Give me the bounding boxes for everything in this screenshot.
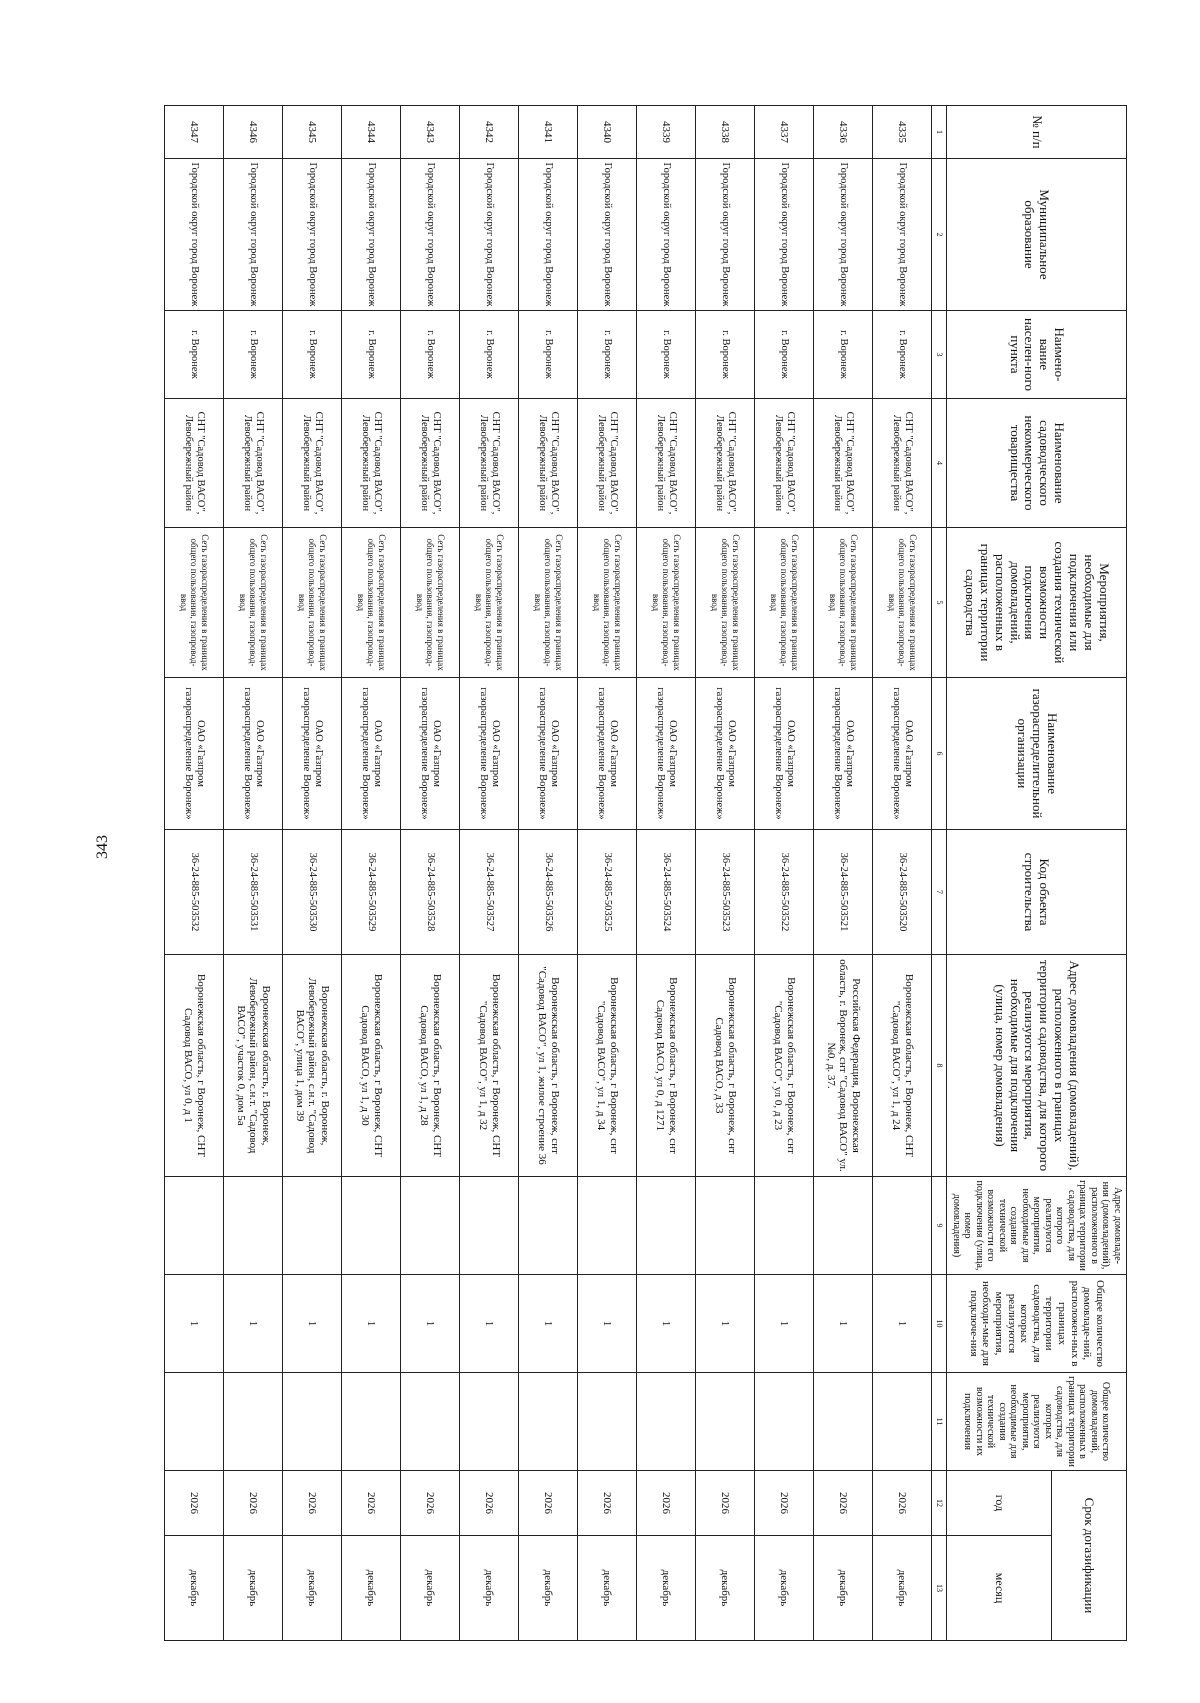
object-code-cell: 36-24-885-503520 <box>873 830 932 955</box>
column-number-row <box>932 106 947 1641</box>
settlement-cell: г. Воронеж <box>460 311 519 399</box>
count-tech-cell <box>342 1373 401 1471</box>
row-number: 4345 <box>283 106 342 159</box>
header-object-code: Код объекта строительства <box>947 830 1127 955</box>
count-cell: 1 <box>578 1275 637 1373</box>
count-cell: 1 <box>873 1275 932 1373</box>
row-number: 4338 <box>696 106 755 159</box>
address-cell: Воронежская область, г. Воронеж, Левобережный район, с.н.т. "Садовод ВАСО", улица 1, дом 39 <box>283 955 342 1177</box>
event-cell: Сеть газораспределения в границах общего пользования, газопровод-ввод <box>401 528 460 678</box>
address-tech-cell <box>401 1177 460 1275</box>
snt-cell: СНТ "Садовод ВАСО", Левобережный район <box>873 399 932 528</box>
col-number: 3 <box>932 311 947 399</box>
snt-cell: СНТ "Садовод ВАСО", Левобережный район <box>755 399 814 528</box>
year-cell: 2026 <box>519 1471 578 1536</box>
table-row <box>519 106 578 1641</box>
table-row <box>637 106 696 1641</box>
count-cell: 1 <box>224 1275 283 1373</box>
header-num: № п/п <box>947 106 1127 159</box>
col-number: 12 <box>932 1471 947 1536</box>
address-cell: Воронежская область, г Воронеж, СНТ Садовод ВАСО, ул 1, д 30 <box>342 955 401 1177</box>
count-tech-cell <box>283 1373 342 1471</box>
count-cell: 1 <box>814 1275 873 1373</box>
header-year: год <box>947 1471 1052 1536</box>
table-row <box>342 106 401 1641</box>
col-number: 5 <box>932 528 947 678</box>
snt-cell: СНТ "Садовод ВАСО", Левобережный район <box>224 399 283 528</box>
gas-org-cell: ОАО «Газпром газораспределение Воронеж» <box>460 678 519 830</box>
year-cell: 2026 <box>342 1471 401 1536</box>
table-row <box>755 106 814 1641</box>
settlement-cell: г. Воронеж <box>165 311 224 399</box>
snt-cell: СНТ "Садовод ВАСО", Левобережный район <box>342 399 401 528</box>
month-cell: декабрь <box>460 1536 519 1641</box>
header-count: Общее количество домовладе-ний, расположен-ных в границах территории садоводства, для которых реализуются мероприятия, необходи-мые для подключе-ния <box>947 1275 1127 1373</box>
header-count-tech: Общее количество домовладений, расположенных в границах территории садоводства, для которых реализуются мероприятия, необходимые для создания технической возможности их подключения <box>947 1373 1127 1471</box>
snt-cell: СНТ "Садовод ВАСО", Левобережный район <box>637 399 696 528</box>
settlement-cell: г. Воронеж <box>814 311 873 399</box>
object-code-cell: 36-24-885-503527 <box>460 830 519 955</box>
table-row <box>814 106 873 1641</box>
address-cell: Российская Федерация, Воронежская область, г. Воронеж, снт "Садовод ВАСО" ул. №0, д. 37. <box>814 955 873 1177</box>
object-code-cell: 36-24-885-503529 <box>342 830 401 955</box>
address-tech-cell <box>283 1177 342 1275</box>
table-row <box>460 106 519 1641</box>
col-number: 1 <box>932 106 947 159</box>
month-cell: декабрь <box>873 1536 932 1641</box>
gas-org-cell: ОАО «Газпром газораспределение Воронеж» <box>224 678 283 830</box>
settlement-cell: г. Воронеж <box>283 311 342 399</box>
gas-org-cell: ОАО «Газпром газораспределение Воронеж» <box>578 678 637 830</box>
count-cell: 1 <box>165 1275 224 1373</box>
event-cell: Сеть газораспределения в границах общего пользования, газопровод-ввод <box>165 528 224 678</box>
count-tech-cell <box>460 1373 519 1471</box>
snt-cell: СНТ "Садовод ВАСО", Левобережный район <box>401 399 460 528</box>
event-cell: Сеть газораспределения в границах общего пользования, газопровод-ввод <box>460 528 519 678</box>
municipality-cell: Городской округ город Воронеж <box>224 159 283 311</box>
page-number: 343 <box>94 835 111 859</box>
year-cell: 2026 <box>637 1471 696 1536</box>
count-cell: 1 <box>283 1275 342 1373</box>
object-code-cell: 36-24-885-503530 <box>283 830 342 955</box>
address-cell: Воронежская область, г Воронеж, снт "Садовод ВАСО", ул 0, д 23 <box>755 955 814 1177</box>
object-code-cell: 36-24-885-503525 <box>578 830 637 955</box>
row-number: 4347 <box>165 106 224 159</box>
address-tech-cell <box>460 1177 519 1275</box>
address-cell: Воронежская область, г Воронеж, снт "Садовод ВАСО", ул 1, жилое строение 36 <box>519 955 578 1177</box>
year-cell: 2026 <box>224 1471 283 1536</box>
address-cell: Воронежская область, г Воронеж, СНТ Садовод ВАСО, ул 0, д 1 <box>165 955 224 1177</box>
count-tech-cell <box>873 1373 932 1471</box>
year-cell: 2026 <box>165 1471 224 1536</box>
event-cell: Сеть газораспределения в границах общего пользования, газопровод-ввод <box>283 528 342 678</box>
event-cell: Сеть газораспределения в границах общего пользования, газопровод-ввод <box>637 528 696 678</box>
col-number: 8 <box>932 955 947 1177</box>
table-row <box>165 106 224 1641</box>
header-address-tech: Адрес домовладе-ния (домовладений), расположенного в границах территории садоводства, для которого реализуются мероприятия, необходимые для создания технической возможности его подключения (улица, номер домовладения) <box>947 1177 1127 1275</box>
month-cell: декабрь <box>814 1536 873 1641</box>
header-events: Мероприятия, необходимые для подключения или создания технической возможности подключения домовладений, расположенных в границах территории садоводства <box>947 528 1127 678</box>
month-cell: декабрь <box>755 1536 814 1641</box>
count-tech-cell <box>814 1373 873 1471</box>
address-tech-cell <box>342 1177 401 1275</box>
address-tech-cell <box>755 1177 814 1275</box>
count-cell: 1 <box>637 1275 696 1373</box>
header-month: месяц <box>947 1536 1052 1641</box>
municipality-cell: Городской округ город Воронеж <box>401 159 460 311</box>
count-cell: 1 <box>755 1275 814 1373</box>
col-number: 6 <box>932 678 947 830</box>
table-row <box>696 106 755 1641</box>
row-number: 4342 <box>460 106 519 159</box>
year-cell: 2026 <box>401 1471 460 1536</box>
count-tech-cell <box>224 1373 283 1471</box>
settlement-cell: г. Воронеж <box>224 311 283 399</box>
municipality-cell: Городской округ город Воронеж <box>637 159 696 311</box>
count-tech-cell <box>696 1373 755 1471</box>
count-tech-cell <box>578 1373 637 1471</box>
row-number: 4336 <box>814 106 873 159</box>
settlement-cell: г. Воронеж <box>342 311 401 399</box>
gasification-table <box>164 105 1127 1641</box>
table-row <box>873 106 932 1641</box>
event-cell: Сеть газораспределения в границах общего пользования, газопровод-ввод <box>814 528 873 678</box>
gas-org-cell: ОАО «Газпром газораспределение Воронеж» <box>637 678 696 830</box>
col-number: 9 <box>932 1177 947 1275</box>
gas-org-cell: ОАО «Газпром газораспределение Воронеж» <box>283 678 342 830</box>
row-number: 4340 <box>578 106 637 159</box>
month-cell: декабрь <box>637 1536 696 1641</box>
address-cell: Воронежская область, г Воронеж, СНТ "Садовод ВАСО", ул 1, д 24 <box>873 955 932 1177</box>
col-number: 7 <box>932 830 947 955</box>
col-number: 4 <box>932 399 947 528</box>
count-tech-cell <box>637 1373 696 1471</box>
address-cell: Воронежская область, г Воронеж, СНТ Садовод ВАСО, ул 1, д 28 <box>401 955 460 1177</box>
object-code-cell: 36-24-885-503524 <box>637 830 696 955</box>
snt-cell: СНТ "Садовод ВАСО", Левобережный район <box>814 399 873 528</box>
row-number: 4337 <box>755 106 814 159</box>
event-cell: Сеть газораспределения в границах общего пользования, газопровод-ввод <box>873 528 932 678</box>
month-cell: декабрь <box>578 1536 637 1641</box>
month-cell: декабрь <box>224 1536 283 1641</box>
address-cell: Воронежская область, г Воронеж, снт Садовод ВАСО, ул 0, д 1271 <box>637 955 696 1177</box>
address-cell: Воронежская область, г Воронеж, снт "Садовод ВАСО", ул 1, д 34 <box>578 955 637 1177</box>
count-cell: 1 <box>342 1275 401 1373</box>
gas-org-cell: ОАО «Газпром газораспределение Воронеж» <box>401 678 460 830</box>
snt-cell: СНТ "Садовод ВАСО", Левобережный район <box>165 399 224 528</box>
header-row <box>1052 106 1127 1641</box>
snt-cell: СНТ "Садовод ВАСО", Левобережный район <box>696 399 755 528</box>
settlement-cell: г. Воронеж <box>637 311 696 399</box>
count-cell: 1 <box>460 1275 519 1373</box>
address-tech-cell <box>578 1177 637 1275</box>
settlement-cell: г. Воронеж <box>755 311 814 399</box>
col-number: 13 <box>932 1536 947 1641</box>
address-tech-cell <box>637 1177 696 1275</box>
table-body <box>165 106 932 1641</box>
event-cell: Сеть газораспределения в границах общего пользования, газопровод-ввод <box>578 528 637 678</box>
municipality-cell: Городской округ город Воронеж <box>342 159 401 311</box>
object-code-cell: 36-24-885-503522 <box>755 830 814 955</box>
address-tech-cell <box>873 1177 932 1275</box>
event-cell: Сеть газораспределения в границах общего пользования, газопровод-ввод <box>224 528 283 678</box>
address-cell: Воронежская область, г Воронеж, СНТ "Садовод ВАСО", ул 1, д 32 <box>460 955 519 1177</box>
year-cell: 2026 <box>460 1471 519 1536</box>
header-address: Адрес домовладения (домовладений), расположенного в границах территории садоводства, для которого реализуются мероприятия, необходимые для подключения (улица, номер домовладения) <box>947 955 1127 1177</box>
municipality-cell: Городской округ город Воронеж <box>578 159 637 311</box>
gas-org-cell: ОАО «Газпром газораспределение Воронеж» <box>814 678 873 830</box>
municipality-cell: Городской округ город Воронеж <box>460 159 519 311</box>
table-row <box>578 106 637 1641</box>
year-cell: 2026 <box>696 1471 755 1536</box>
month-cell: декабрь <box>165 1536 224 1641</box>
row-number: 4339 <box>637 106 696 159</box>
count-tech-cell <box>165 1373 224 1471</box>
gas-org-cell: ОАО «Газпром газораспределение Воронеж» <box>165 678 224 830</box>
event-cell: Сеть газораспределения в границах общего пользования, газопровод-ввод <box>696 528 755 678</box>
col-number: 10 <box>932 1275 947 1373</box>
municipality-cell: Городской округ город Воронеж <box>165 159 224 311</box>
address-tech-cell <box>165 1177 224 1275</box>
count-cell: 1 <box>401 1275 460 1373</box>
object-code-cell: 36-24-885-503526 <box>519 830 578 955</box>
municipality-cell: Городской округ город Воронеж <box>873 159 932 311</box>
year-cell: 2026 <box>283 1471 342 1536</box>
municipality-cell: Городской округ город Воронеж <box>283 159 342 311</box>
month-cell: декабрь <box>696 1536 755 1641</box>
table-row <box>224 106 283 1641</box>
object-code-cell: 36-24-885-503523 <box>696 830 755 955</box>
count-cell: 1 <box>519 1275 578 1373</box>
count-tech-cell <box>755 1373 814 1471</box>
month-cell: декабрь <box>283 1536 342 1641</box>
row-number: 4343 <box>401 106 460 159</box>
header-settlement: Наимено-вание населен-ного пункта <box>947 311 1127 399</box>
row-number: 4335 <box>873 106 932 159</box>
year-cell: 2026 <box>578 1471 637 1536</box>
event-cell: Сеть газораспределения в границах общего пользования, газопровод-ввод <box>755 528 814 678</box>
snt-cell: СНТ "Садовод ВАСО", Левобережный район <box>283 399 342 528</box>
month-cell: декабрь <box>401 1536 460 1641</box>
table-row <box>283 106 342 1641</box>
address-tech-cell <box>814 1177 873 1275</box>
gas-org-cell: ОАО «Газпром газораспределение Воронеж» <box>873 678 932 830</box>
count-tech-cell <box>519 1373 578 1471</box>
header-municipality: Муниципальное образование <box>947 159 1127 311</box>
event-cell: Сеть газораспределения в границах общего пользования, газопровод-ввод <box>519 528 578 678</box>
municipality-cell: Городской округ город Воронеж <box>814 159 873 311</box>
count-cell: 1 <box>696 1275 755 1373</box>
settlement-cell: г. Воронеж <box>578 311 637 399</box>
col-number: 11 <box>932 1373 947 1471</box>
gas-org-cell: ОАО «Газпром газораспределение Воронеж» <box>696 678 755 830</box>
address-cell: Воронежская область, г Воронеж, снт Садовод ВАСО, д 33 <box>696 955 755 1177</box>
header-deadline: Срок догазификации <box>1052 1471 1127 1641</box>
event-cell: Сеть газораспределения в границах общего пользования, газопровод-ввод <box>342 528 401 678</box>
snt-cell: СНТ "Садовод ВАСО", Левобережный район <box>578 399 637 528</box>
header-snt: Наименование садоводческого некоммерческого товарищества <box>947 399 1127 528</box>
object-code-cell: 36-24-885-503531 <box>224 830 283 955</box>
address-tech-cell <box>224 1177 283 1275</box>
header-gas-org: Наименование газораспределительной организации <box>947 678 1127 830</box>
row-number: 4341 <box>519 106 578 159</box>
col-number: 2 <box>932 159 947 311</box>
year-cell: 2026 <box>814 1471 873 1536</box>
gas-org-cell: ОАО «Газпром газораспределение Воронеж» <box>755 678 814 830</box>
snt-cell: СНТ "Садовод ВАСО", Левобережный район <box>519 399 578 528</box>
settlement-cell: г. Воронеж <box>873 311 932 399</box>
object-code-cell: 36-24-885-503532 <box>165 830 224 955</box>
count-tech-cell <box>401 1373 460 1471</box>
settlement-cell: г. Воронеж <box>401 311 460 399</box>
address-tech-cell <box>696 1177 755 1275</box>
row-number: 4344 <box>342 106 401 159</box>
settlement-cell: г. Воронеж <box>519 311 578 399</box>
settlement-cell: г. Воронеж <box>696 311 755 399</box>
row-number: 4346 <box>224 106 283 159</box>
gas-org-cell: ОАО «Газпром газораспределение Воронеж» <box>342 678 401 830</box>
address-cell: Воронежская область, г. Воронеж, Левобережный район, с.н.т. "Садовод ВАСО", участок 0, дом 5а <box>224 955 283 1177</box>
year-cell: 2026 <box>873 1471 932 1536</box>
municipality-cell: Городской округ город Воронеж <box>755 159 814 311</box>
object-code-cell: 36-24-885-503521 <box>814 830 873 955</box>
month-cell: декабрь <box>519 1536 578 1641</box>
gas-org-cell: ОАО «Газпром газораспределение Воронеж» <box>519 678 578 830</box>
rotated-table-container <box>67 105 1127 1640</box>
snt-cell: СНТ "Садовод ВАСО", Левобережный район <box>460 399 519 528</box>
year-cell: 2026 <box>755 1471 814 1536</box>
address-tech-cell <box>519 1177 578 1275</box>
table-row <box>401 106 460 1641</box>
municipality-cell: Городской округ город Воронеж <box>519 159 578 311</box>
municipality-cell: Городской округ город Воронеж <box>696 159 755 311</box>
object-code-cell: 36-24-885-503528 <box>401 830 460 955</box>
month-cell: декабрь <box>342 1536 401 1641</box>
